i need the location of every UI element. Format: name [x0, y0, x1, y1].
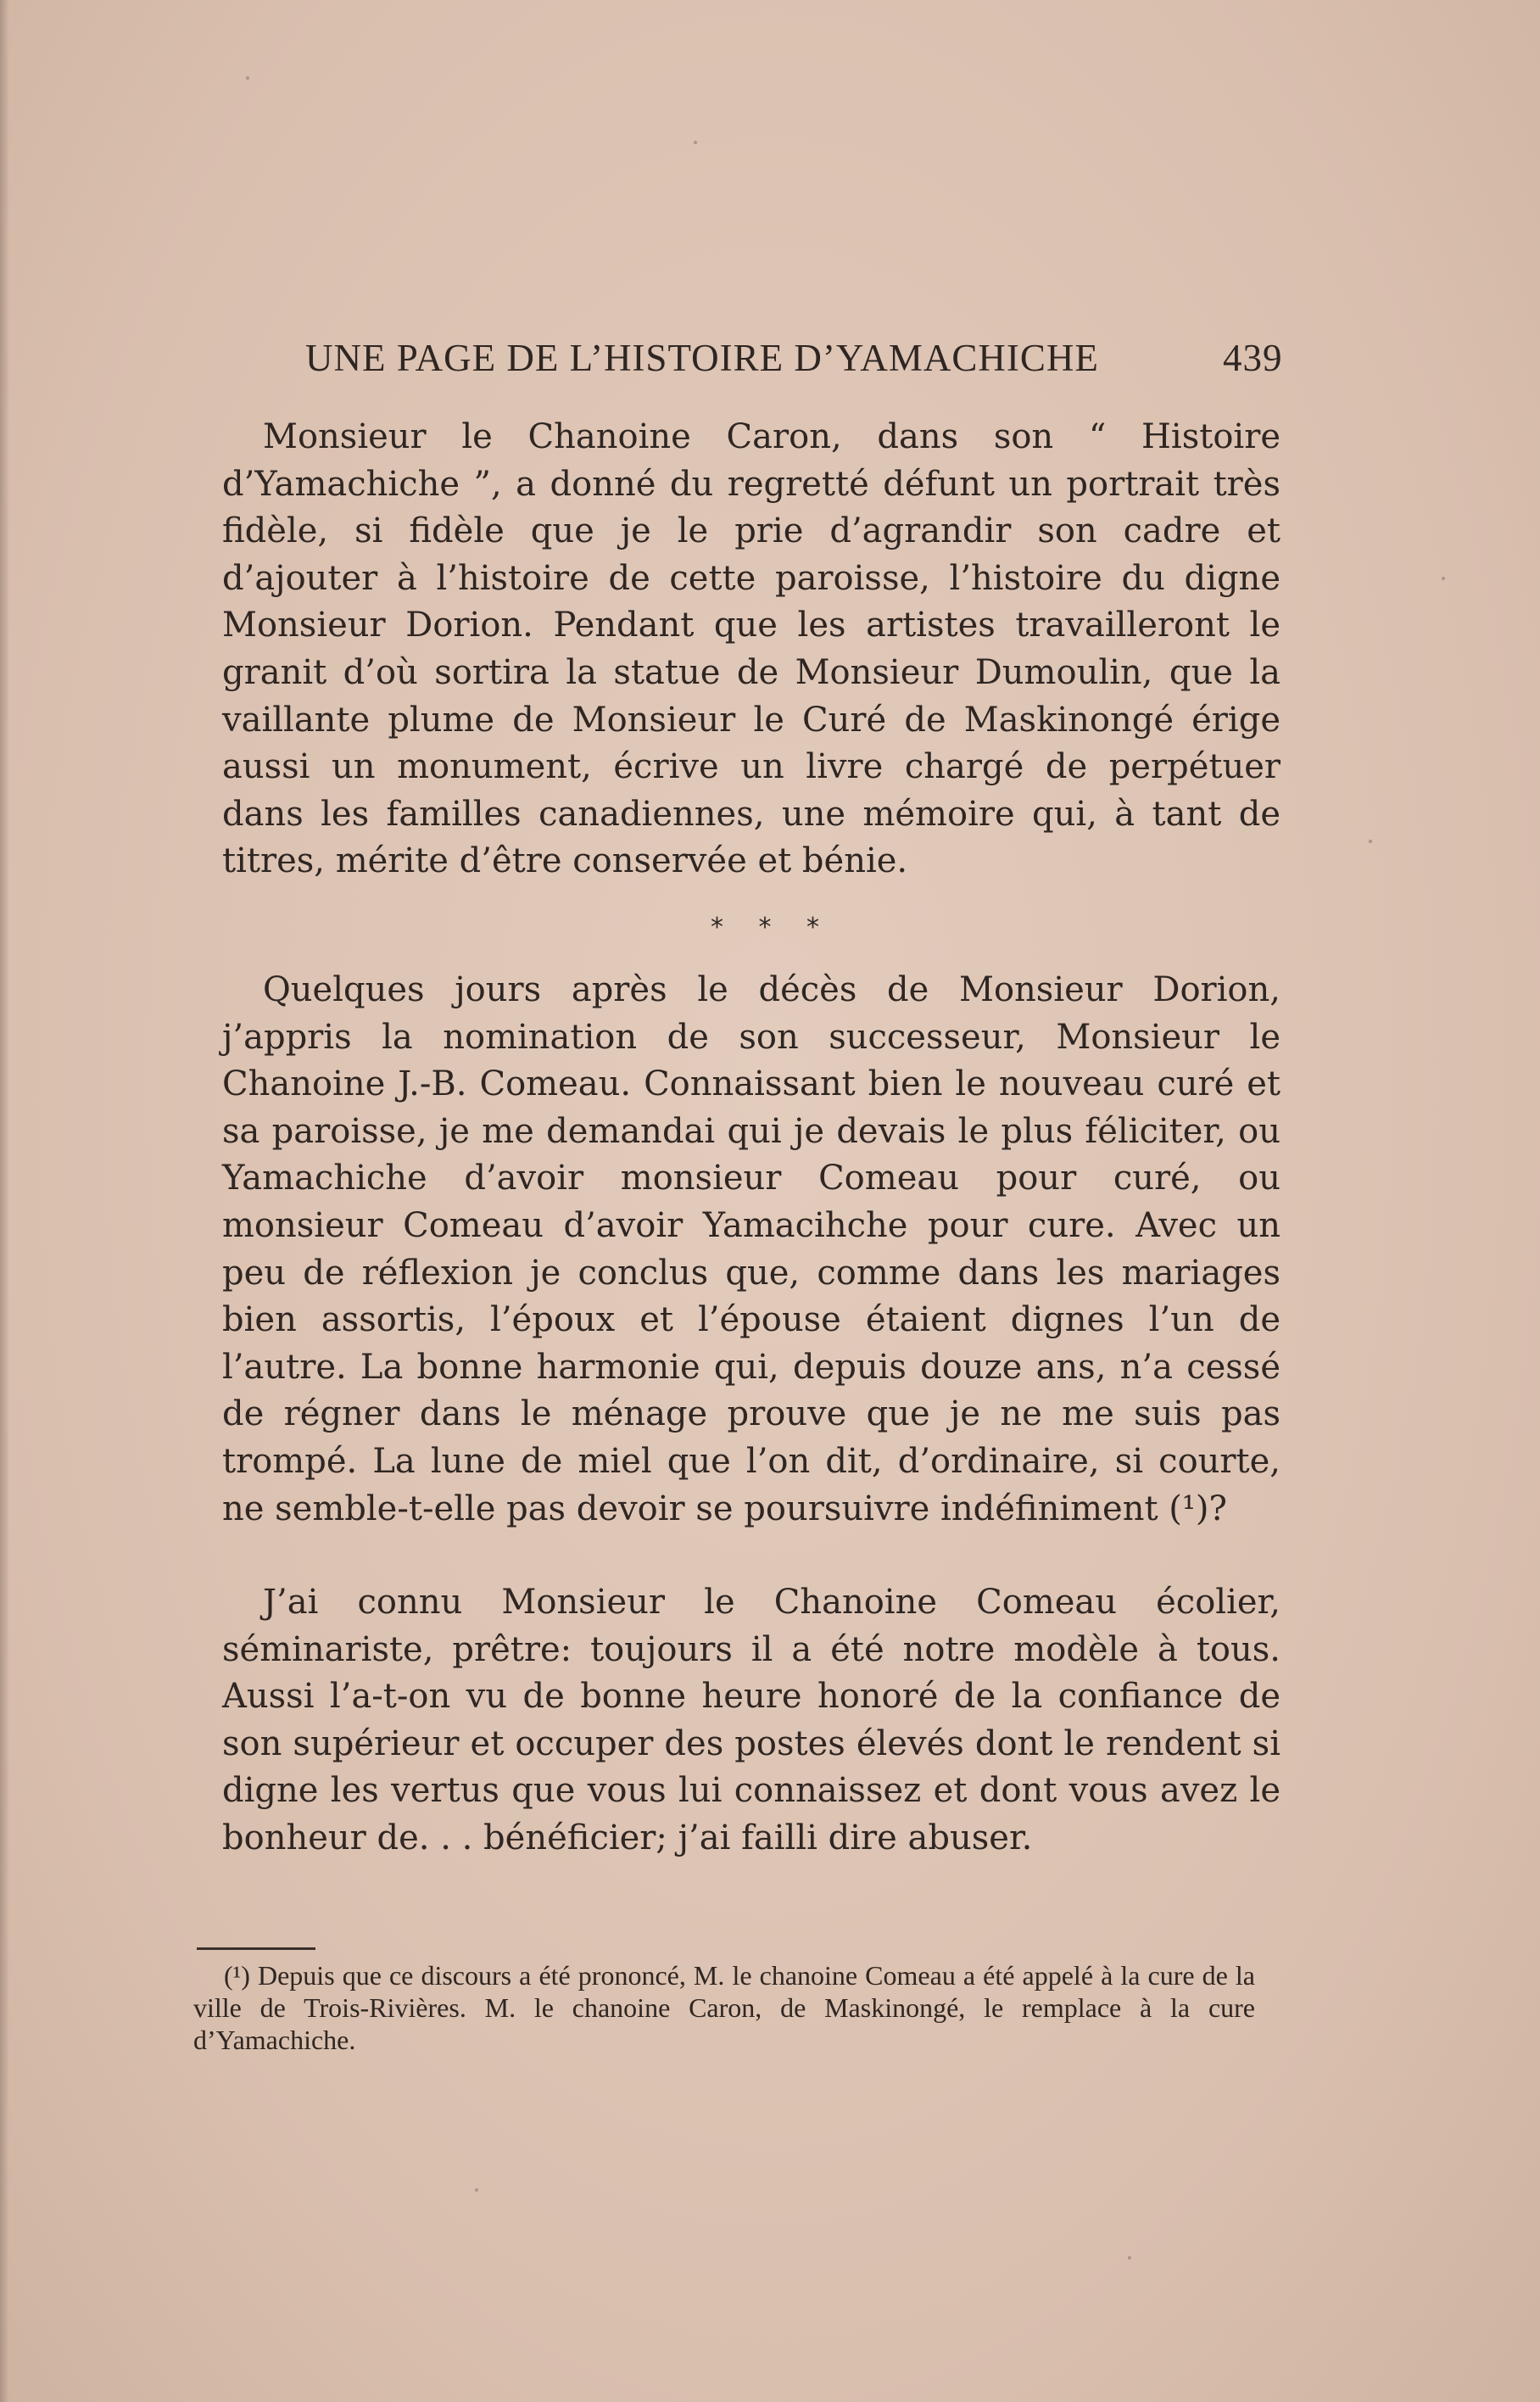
paragraph-3-text: J’ai connu Monsieur le Chanoine Comeau écolier, séminariste, prêtre: toujours il a été notre modèle à tous. Aussi l’a-t-on vu de bonne heure honoré de la confiance de son supérieur et occuper des postes élevés dont le rendent si digne les vertus que vous lui connaissez et dont vous avez le bonheur de. . . bénéficier; j’ai failli dire abuser. [222, 1583, 1281, 1857]
paper-speck [1442, 577, 1445, 580]
paragraph-2-text: Quelques jours après le décès de Monsieur Dorion, j’appris la nomination de son successeur, Monsieur le Chanoine J.-B. Comeau. Connaissant bien le nouveau curé et sa paroisse, je me demandai qui je devais le plus féliciter, ou Yamachiche d’avoir monsieur Comeau pour curé, ou monsieur Comeau d’avoir Yamacihche pour cure. Avec un peu de réflexion je conclus que, comme dans les mariages bien assortis, l’époux et l’épouse étaient dignes l’un de l’autre. La bonne harmonie qui, depuis douze ans, n’a cessé de régner dans le ménage prouve que je ne me suis pas trompé. La lune de miel que l’on dit, d’ordinaire, si courte, ne semble-t-elle pas devoir se poursuivre indéfiniment (¹)? [222, 970, 1281, 1528]
footnote [193, 1959, 1255, 2056]
paper-speck [1128, 2256, 1131, 2260]
footnote-rule [197, 1947, 315, 1950]
footnote-text: Depuis que ce discours a été prononcé, M. le chanoine Comeau a été appelé à la cure de la ville de Trois-Rivières. M. le chanoine Caron, de Maskinongé, le remplace à la cure d’Yamachiche. [193, 1960, 1256, 2055]
paragraph-1-text: Monsieur le Chanoine Caron, dans son “ Histoire d’Yamachiche ”, a donné du regretté défunt un portrait très fidèle, si fidèle que je le prie d’agrandir son cadre et d’ajouter à l’histoire de cette paroisse, l’histoire du digne Monsieur Dorion. Pendant que les artistes travailleront le granit d’où sortira la statue de Monsieur Dumoulin, que la vaillante plume de Monsieur le Curé de Maskinongé érige aussi un monument, écrive un livre chargé de perpétuer dans les familles canadiennes, une mémoire qui, à tant de titres, mérite d’être conservée et bénie. [222, 417, 1281, 881]
paper-speck [694, 141, 697, 144]
paper-speck [246, 76, 249, 80]
paragraph-2 [222, 967, 1281, 1533]
running-title: UNE PAGE DE L’HISTOIRE D’YAMACHICHE [305, 337, 1099, 379]
running-header [305, 336, 1281, 387]
paper-speck [1369, 840, 1372, 843]
paragraph-3 [222, 1579, 1281, 1863]
paper-speck [475, 2188, 478, 2192]
page-number: 439 [1223, 337, 1283, 379]
page-binding-edge [0, 0, 8, 2402]
section-separator: * * * [710, 913, 834, 942]
paragraph-1 [222, 414, 1281, 885]
footnote-marker: (¹) [224, 1960, 250, 1991]
